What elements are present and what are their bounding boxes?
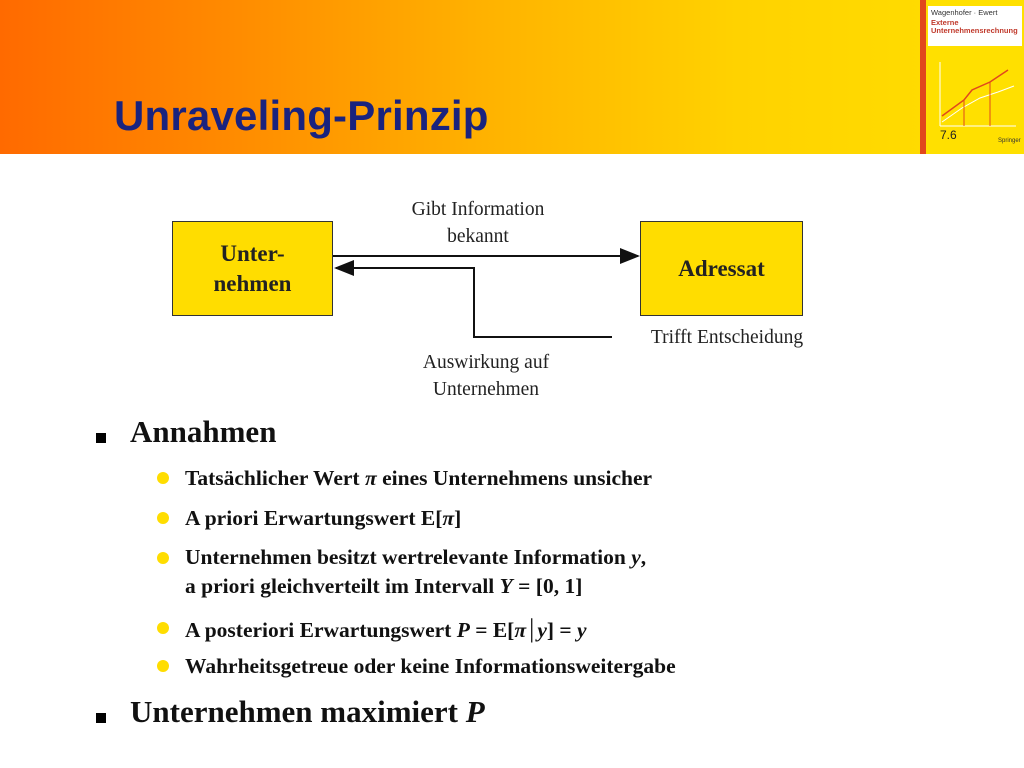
symbol-Y: Y [499,574,513,598]
bullet-dot [157,660,169,672]
symbol-bar: | [529,614,535,643]
list-item-a-priori [185,504,461,533]
bullet-square [96,713,106,723]
bullet-dot [157,472,169,484]
text: Tatsächlicher Wert [185,466,365,490]
bullet-dot [157,622,169,634]
box-unternehmen-line2: nehmen [213,270,292,296]
symbol-y: y [631,545,641,569]
book-title-line1: Externe [931,18,959,27]
text: = E[ [469,618,515,642]
heading-annahmen: Annahmen [130,414,277,449]
bullet-dot [157,552,169,564]
list-item-information-y [185,543,646,601]
text: = [0, 1] [512,574,583,598]
text: Unternehmen maximiert [130,694,466,729]
symbol-P: P [465,694,485,729]
book-title-line2: Unternehmensrechnung [931,26,1018,36]
text: eines Unternehmens unsicher [376,466,653,490]
symbol-y: y [577,618,587,642]
label-trifft-entscheidung: Trifft Entscheidung [650,327,804,348]
symbol-pi: π [514,618,527,642]
list-item-a-posteriori [185,614,587,645]
symbol-pi: π [442,506,455,530]
symbol-y: y [537,618,547,642]
book-authors: Wagenhofer · Ewert [931,8,998,17]
label-gibt-line2: bekannt [447,226,509,247]
symbol-P: P [456,618,470,642]
bullet-dot [157,512,169,524]
label-gibt-information [368,196,588,250]
bullet-square [96,433,106,443]
text: A priori Erwartungswert E[ [185,506,443,530]
heading-maximiert [130,694,485,730]
text: Unternehmen besitzt wertrelevante Information [185,545,632,569]
box-unternehmen [172,221,333,316]
list-item-tatsaechlicher-wert [185,464,652,493]
list-item-wahrheitsgetreue: Wahrheitsgetreue oder keine Informationsweitergabe [185,654,676,678]
slide-title: Unraveling-Prinzip [114,92,489,139]
text: ] = [546,618,578,642]
arrow-feedback [336,268,612,337]
text: A posteriori Erwartungswert [185,618,457,642]
text: , [640,545,647,569]
box-adressat-label: Adressat [678,255,765,281]
label-auswirkung-line1: Auswirkung auf [422,352,550,373]
box-adressat [640,221,803,316]
label-gibt-line1: Gibt Information [411,199,545,220]
publisher-logo: Springer [998,138,1021,144]
slide-number: 7.6 [940,128,957,142]
label-auswirkung-line2: Unternehmen [432,379,540,400]
label-auswirkung [380,349,592,403]
box-unternehmen-line1: Unter- [220,240,285,266]
text: a priori gleichverteilt im Intervall [185,574,500,598]
symbol-pi: π [364,466,377,490]
text: ] [454,506,462,530]
